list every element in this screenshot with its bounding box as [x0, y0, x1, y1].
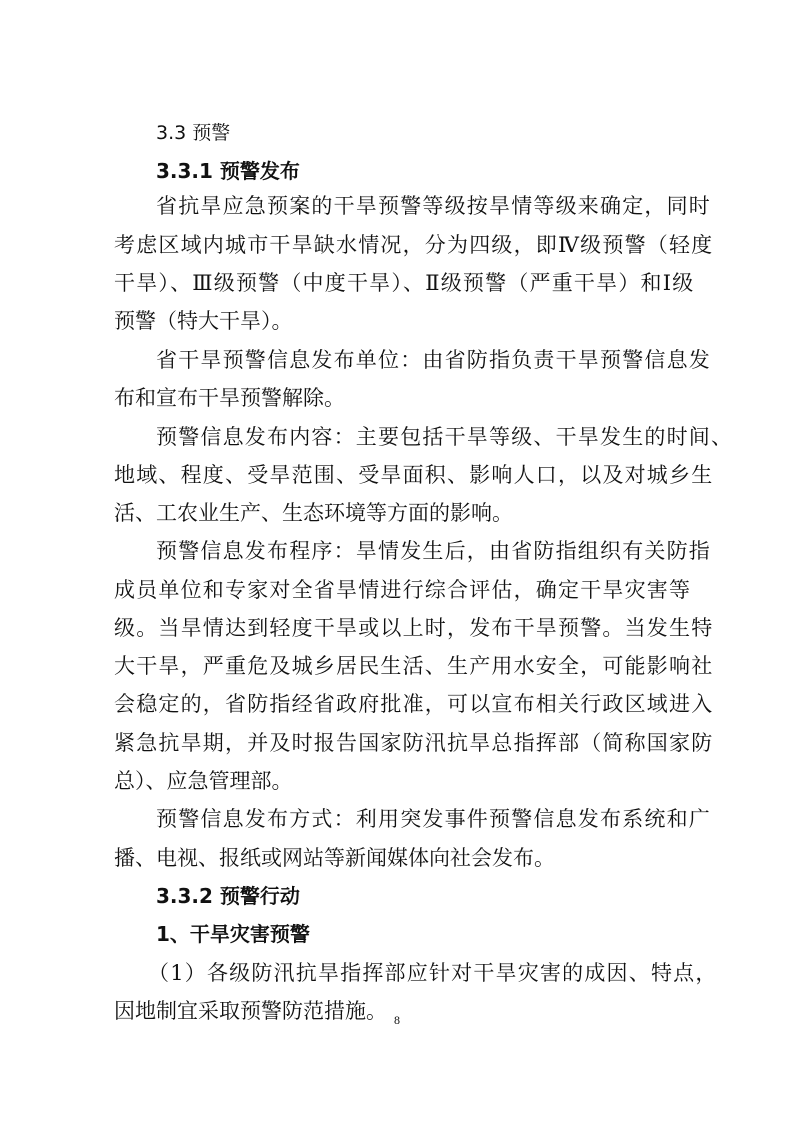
paragraph-line: 总）、应急管理部。 — [114, 769, 293, 793]
paragraph-line: 预警（特大干旱）。 — [114, 309, 293, 333]
paragraph-line: 大干旱，严重危及城乡居民生活、生产用水安全，可能影响社 — [114, 654, 714, 678]
paragraph-line: 会稳定的，省防指经省政府批准，可以宣布相关行政区域进入 — [114, 692, 714, 716]
paragraph-line: 级。当旱情达到轻度干旱或以上时，发布干旱预警。当发生特 — [114, 616, 714, 640]
paragraph-line: 地域、程度、受旱范围、受旱面积、影响人口，以及对城乡生 — [114, 463, 714, 487]
paragraph-line: 干旱）、Ⅲ级预警（中度干旱）、Ⅱ级预警（严重干旱）和Ⅰ级 — [114, 271, 695, 295]
paragraph-line: 预警信息发布内容：主要包括干旱等级、干旱发生的时间、 — [156, 425, 734, 449]
paragraph-line: 预警信息发布方式：利用突发事件预警信息发布系统和广 — [156, 807, 711, 831]
paragraph-line: 预警信息发布程序：旱情发生后，由省防指组织有关防指 — [156, 539, 711, 563]
paragraph-line: 布和宣布干旱预警解除。 — [114, 386, 345, 410]
page-number: 8 — [394, 1013, 400, 1027]
paragraph-line: 省抗旱应急预案的干旱预警等级按旱情等级来确定，同时 — [156, 194, 711, 218]
paragraph-line: （1）各级防汛抗旱指挥部应针对干旱灾害的成因、特点， — [148, 961, 718, 985]
paragraph-line: 播、电视、报纸或网站等新闻媒体向社会发布。 — [114, 846, 555, 870]
paragraph-line: 省干旱预警信息发布单位：由省防指负责干旱预警信息发 — [156, 348, 711, 372]
section-heading-3-3-2: 3.3.2 预警行动 — [156, 884, 300, 908]
paragraph-line: 因地制宜采取预警防范措施。 — [114, 999, 387, 1023]
section-heading-3-3: 3.3 预警 — [156, 122, 231, 144]
paragraph-line: 紧急抗旱期，并及时报告国家防汛抗旱总指挥部（简称国家防 — [114, 731, 714, 755]
paragraph-line: 考虑区域内城市干旱缺水情况，分为四级，即Ⅳ级预警（轻度 — [114, 233, 714, 257]
section-heading-3-3-1: 3.3.1 预警发布 — [156, 159, 300, 183]
subsection-heading-drought-warning: 1、干旱灾害预警 — [156, 922, 310, 946]
paragraph-line: 活、工农业生产、生态环境等方面的影响。 — [114, 501, 513, 525]
paragraph-line: 成员单位和专家对全省旱情进行综合评估，确定干旱灾害等 — [114, 578, 692, 602]
